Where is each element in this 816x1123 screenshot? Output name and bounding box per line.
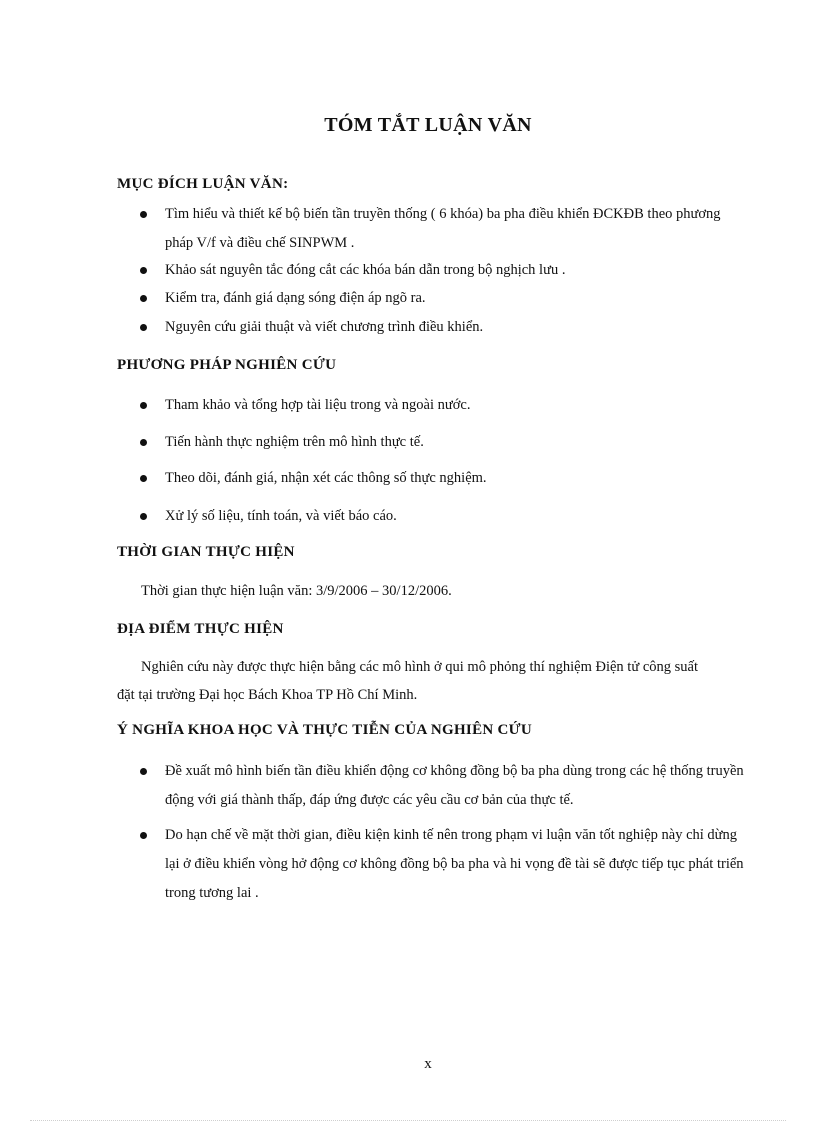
list-item xyxy=(140,757,745,815)
bullet-icon xyxy=(140,402,147,409)
page-title: TÓM TẮT LUẬN VĂN xyxy=(324,114,532,136)
list-item xyxy=(140,313,740,342)
bullet-icon xyxy=(140,295,147,302)
list-item-text: Kiểm tra, đánh giá dạng sóng điện áp ngõ ra. xyxy=(165,290,426,306)
page-number: x xyxy=(424,1056,432,1072)
heading-place: ĐỊA ĐIỂM THỰC HIỆN xyxy=(117,621,284,637)
bullet-icon xyxy=(140,475,147,482)
list-item xyxy=(140,200,740,258)
list-item xyxy=(140,284,740,313)
bullet-icon xyxy=(140,439,147,446)
heading-significance: Ý NGHĨA KHOA HỌC VÀ THỰC TIỄN CỦA NGHIÊN CỨU xyxy=(117,722,533,738)
list-item-text: Đề xuất mô hình biến tần điều khiển động cơ không đồng bộ ba pha dùng trong các hệ thống truyền động với giá thành thấp, đáp ứng được các yêu cầu cơ bản của thực tế. xyxy=(165,763,744,808)
bullet-icon xyxy=(140,211,147,218)
list-item xyxy=(140,428,740,457)
heading-time: THỜI GIAN THỰC HIỆN xyxy=(117,544,295,560)
list-item-text: Do hạn chế về mặt thời gian, điều kiện kinh tế nên trong phạm vi luận văn tốt nghiệp này chỉ dừng lại ở điều khiển vòng hở động cơ không đồng bộ ba pha và hi vọng đề tài sẽ được tiếp tục phát triển trong tương lai . xyxy=(165,827,744,901)
heading-method: PHƯƠNG PHÁP NGHIÊN CỨU xyxy=(117,357,337,373)
bullet-icon xyxy=(140,768,147,775)
list-item-text: Tiến hành thực nghiệm trên mô hình thực tế. xyxy=(165,434,424,450)
list-item xyxy=(140,256,740,285)
list-item-text: Theo dõi, đánh giá, nhận xét các thông số thực nghiệm. xyxy=(165,470,487,486)
bullet-icon xyxy=(140,513,147,520)
list-item-text: Xử lý số liệu, tính toán, và viết báo cáo. xyxy=(165,508,397,524)
heading-purpose: MỤC ĐÍCH LUẬN VĂN: xyxy=(117,176,289,192)
bullet-icon xyxy=(140,324,147,331)
list-item-text: Tìm hiểu và thiết kế bộ biến tần truyền thống ( 6 khóa) ba pha điều khiển ĐCKĐB theo phương pháp V/f và điều chế SINPWM . xyxy=(165,206,721,251)
list-item xyxy=(140,821,745,908)
list-item xyxy=(140,464,740,493)
list-item xyxy=(140,502,740,531)
place-paragraph: Nghiên cứu này được thực hiện bằng các mô hình ở qui mô phỏng thí nghiệm Điện tử công suất đặt tại trường Đại học Bách Khoa TP Hồ Chí Minh. xyxy=(117,659,698,703)
list-item xyxy=(140,391,740,420)
bullet-icon xyxy=(140,267,147,274)
list-item-text: Tham khảo và tổng hợp tài liệu trong và ngoài nước. xyxy=(165,397,471,413)
list-item-text: Khảo sát nguyên tắc đóng cắt các khóa bán dẫn trong bộ nghịch lưu . xyxy=(165,262,566,278)
bullet-icon xyxy=(140,832,147,839)
list-item-text: Nguyên cứu giải thuật và viết chương trình điều khiển. xyxy=(165,319,484,335)
time-paragraph: Thời gian thực hiện luận văn: 3/9/2006 – 30/12/2006. xyxy=(141,583,452,599)
page-divider xyxy=(30,1120,786,1121)
